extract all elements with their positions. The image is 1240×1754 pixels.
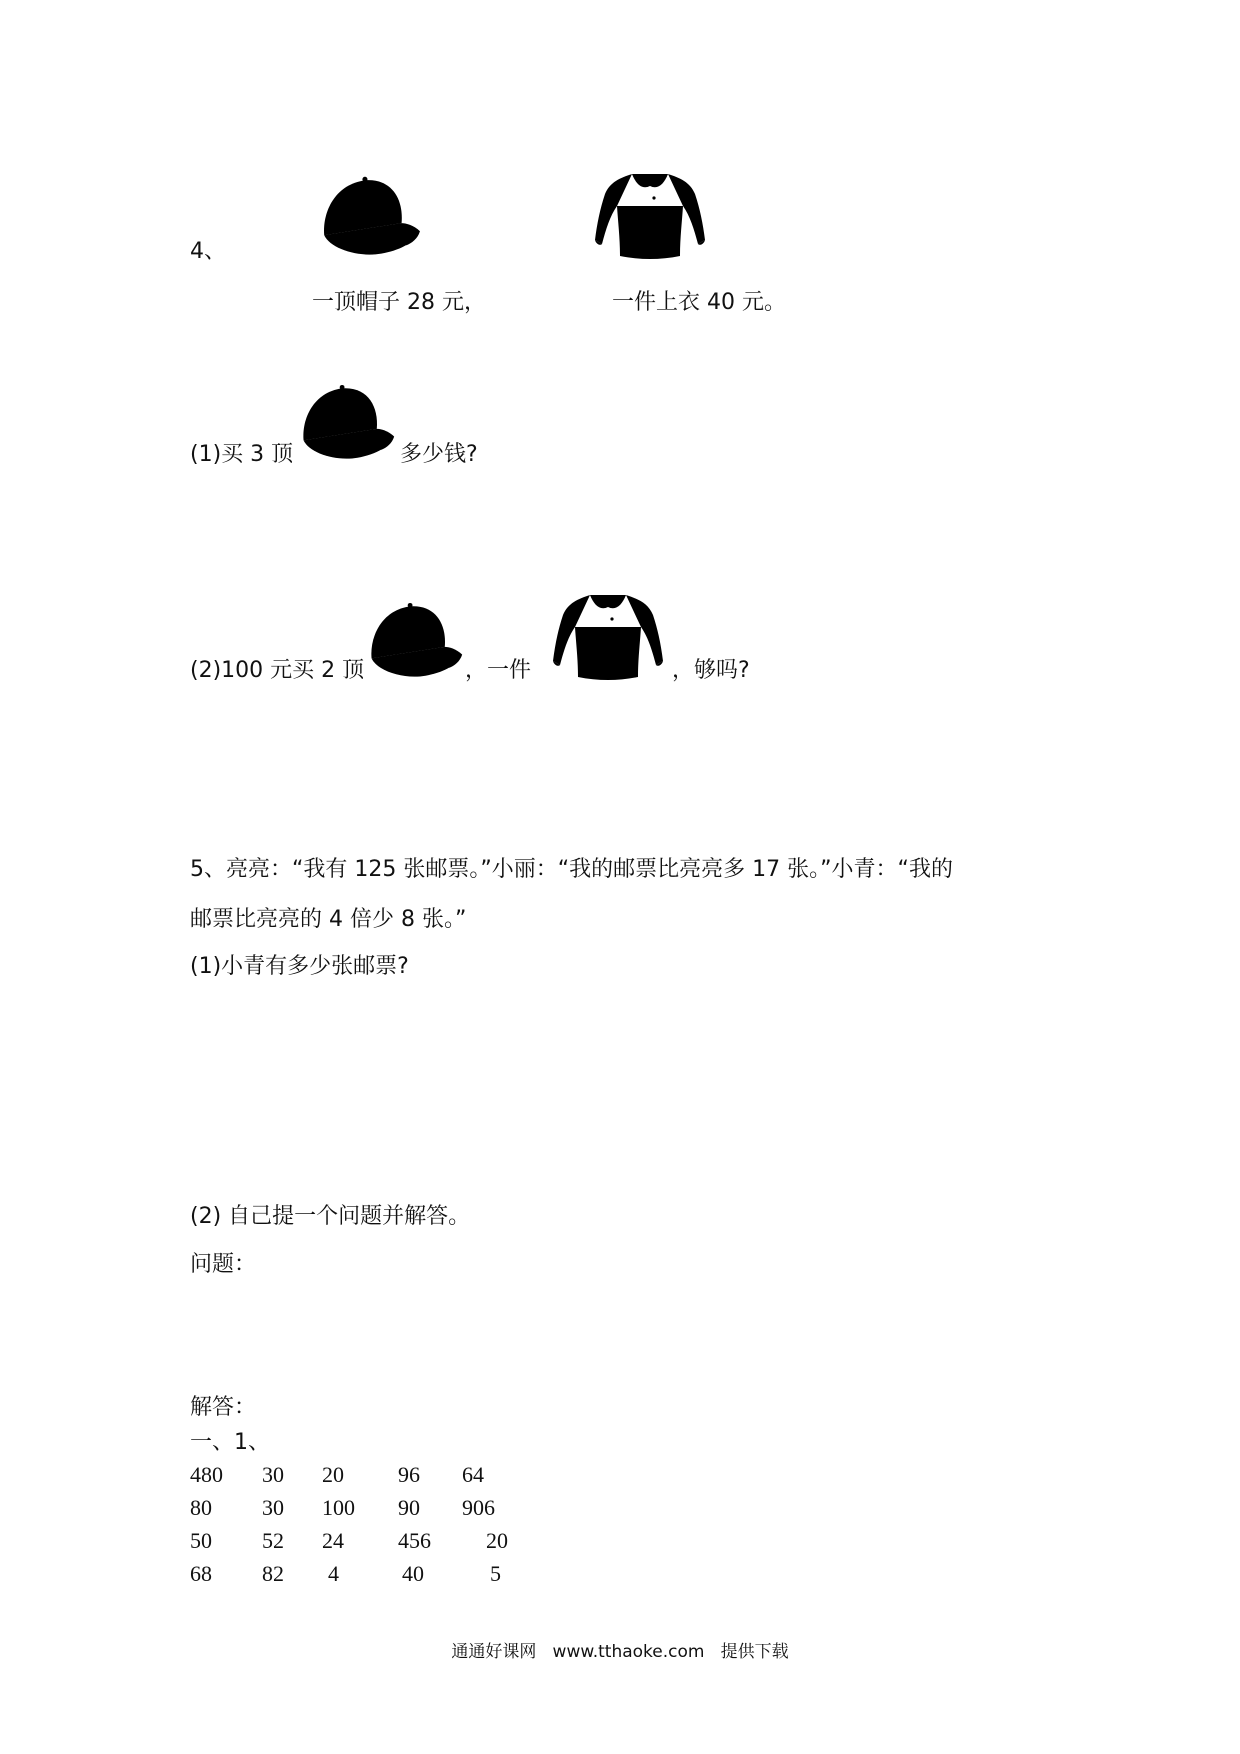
answer-cell: 80: [190, 1495, 212, 1520]
answer-cell: 64: [462, 1462, 484, 1487]
answer-cell: 456: [398, 1528, 431, 1553]
question-4-number: 4、: [190, 239, 226, 264]
cap-icon: [312, 172, 424, 264]
answer-cell: 82: [262, 1561, 284, 1586]
answer-cell: 96: [398, 1462, 420, 1487]
question-label: 问题：: [190, 1252, 257, 1277]
q4-part2-middle: ，一件: [465, 658, 532, 683]
answer-cell: 52: [262, 1528, 284, 1553]
q4-part1-prefix: (1)买 3 顶: [190, 442, 294, 467]
answer-cell: 50: [190, 1528, 212, 1553]
answer-cell: 100: [322, 1495, 355, 1520]
cap-icon: [360, 598, 466, 686]
q5-part1: (1)小青有多少张邮票?: [190, 954, 409, 979]
answer-cell: 30: [262, 1462, 284, 1487]
cap-price-text: 一顶帽子 28 元，: [312, 290, 486, 315]
answer-cell: 480: [190, 1462, 223, 1487]
q4-part2-prefix: (2)100 元买 2 顶: [190, 658, 365, 683]
answer-cell: 906: [462, 1495, 495, 1520]
answer-cell: 4: [328, 1561, 339, 1586]
q4-part2-suffix: ，够吗?: [672, 658, 750, 683]
q5-part2: (2) 自己提一个问题并解答。: [190, 1204, 471, 1229]
answer-cell: 5: [490, 1561, 501, 1586]
answer-cell: 68: [190, 1561, 212, 1586]
q4-part1-suffix: 多少钱?: [400, 442, 478, 467]
cap-icon: [292, 380, 398, 468]
page-footer: 通通好课网 www.tthaoke.com 提供下载: [451, 1642, 789, 1662]
answer-label: 解答：: [190, 1395, 257, 1420]
answer-cell: 20: [486, 1528, 508, 1553]
q5-line-1: 5、亮亮：“我有 125 张邮票。”小丽：“我的邮票比亮亮多 17 张。”小青：“我的: [190, 857, 953, 882]
answer-cell: 40: [402, 1561, 424, 1586]
answer-cell: 30: [262, 1495, 284, 1520]
answers-heading: 一、1、: [190, 1430, 270, 1455]
answer-cell: 24: [322, 1528, 344, 1553]
shirt-price-text: 一件上衣 40 元。: [612, 290, 786, 315]
answer-cell: 20: [322, 1462, 344, 1487]
shirt-icon: [548, 585, 668, 685]
shirt-icon: [588, 164, 712, 264]
answer-cell: 90: [398, 1495, 420, 1520]
q5-line-2: 邮票比亮亮的 4 倍少 8 张。”: [190, 907, 467, 932]
